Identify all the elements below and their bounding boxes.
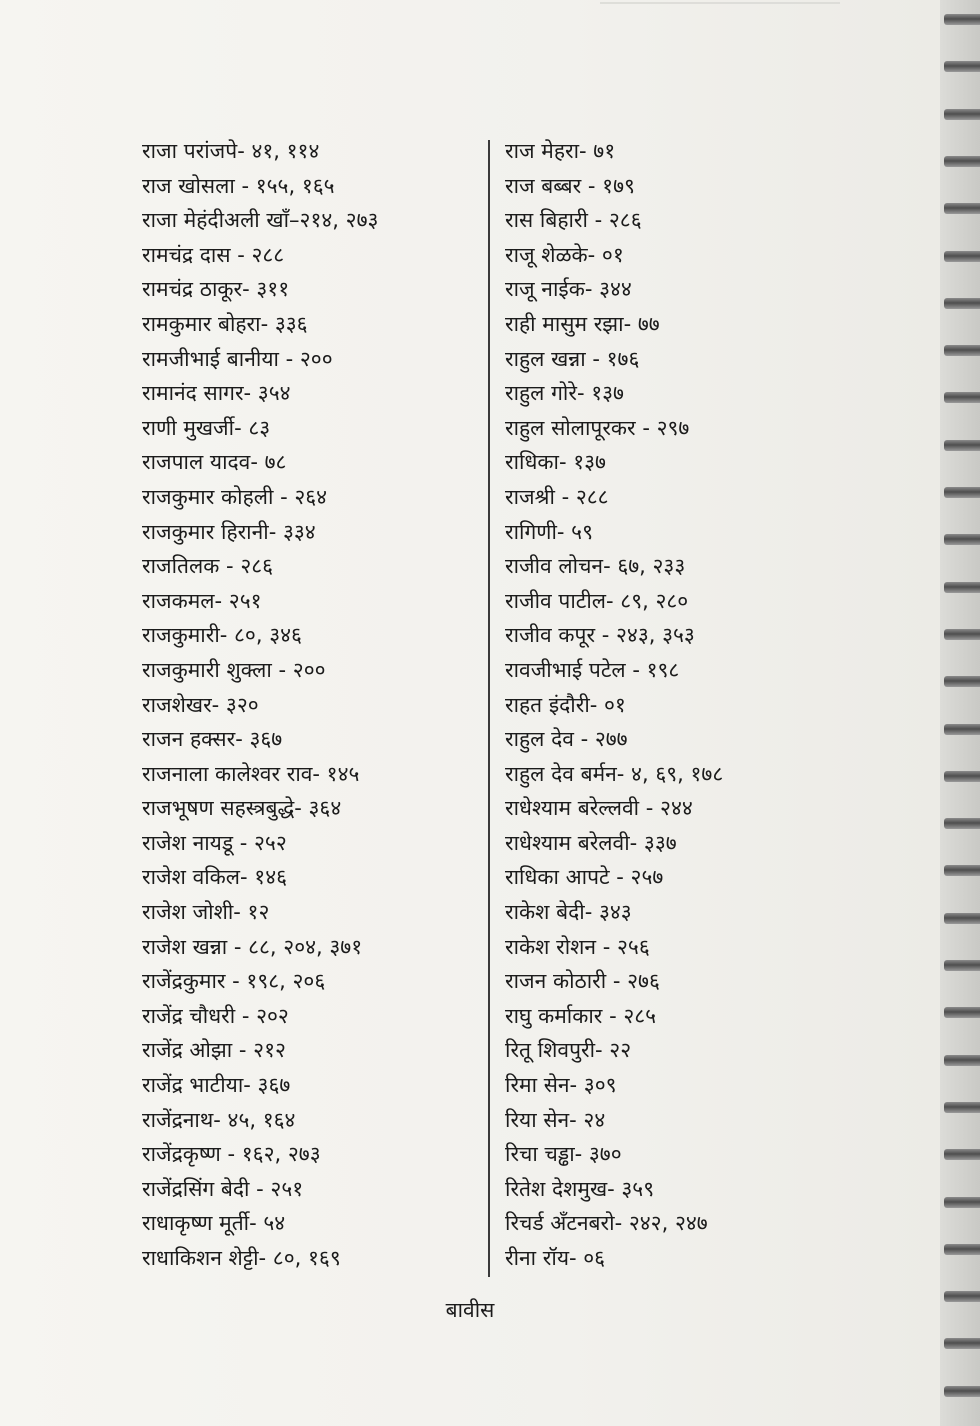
index-entry: राजेश वकिल- १४६ bbox=[142, 865, 288, 890]
index-entry: राकेश रोशन - २५६ bbox=[505, 934, 650, 959]
binding-coil bbox=[944, 1102, 980, 1113]
index-entry: राधाकिशन शेट्टी- ८०, १६९ bbox=[142, 1246, 341, 1270]
index-entry: राजीव कपूर - २४३, ३५३ bbox=[505, 623, 695, 648]
index-entry: राजपाल यादव- ७८ bbox=[142, 450, 287, 475]
index-entry: रितेश देशमुख- ३५९ bbox=[505, 1176, 655, 1201]
index-entry: राज बब्बर - १७९ bbox=[505, 173, 635, 198]
index-entry: रामानंद सागर- ३५४ bbox=[142, 381, 291, 406]
binding-coil bbox=[944, 1149, 980, 1160]
binding-coil bbox=[944, 345, 980, 356]
index-entry: राधेश्याम बरेलवी- ३३७ bbox=[505, 830, 677, 855]
index-entry: राजन कोठारी - २७६ bbox=[505, 969, 660, 994]
index-entry: राज मेहरा- ७१ bbox=[505, 139, 616, 163]
index-entry: राजकुमारी- ८०, ३४६ bbox=[142, 623, 302, 648]
spiral-binding bbox=[940, 0, 980, 1426]
binding-coil bbox=[944, 1055, 980, 1066]
index-entry: रामजीभाई बानीया - २०० bbox=[142, 346, 333, 371]
index-entry: राजीव पाटील- ८९, २८० bbox=[505, 588, 689, 613]
index-entry: रिया सेन- २४ bbox=[505, 1107, 606, 1132]
index-entry: राजकमल- २५१ bbox=[142, 588, 262, 613]
index-entry: राजेंद्रनाथ- ४५, १६४ bbox=[142, 1107, 296, 1132]
binding-coil bbox=[944, 487, 980, 498]
binding-coil bbox=[944, 1291, 980, 1302]
binding-coil bbox=[944, 676, 980, 687]
binding-coil bbox=[944, 960, 980, 971]
index-entry: राहुल देव बर्मन- ४, ६९, १७८ bbox=[505, 761, 724, 786]
index-entry: राजीव लोचन- ६७, २३३ bbox=[505, 554, 686, 579]
index-entry: राहुल देव - २७७ bbox=[505, 727, 628, 752]
binding-coil bbox=[944, 1386, 980, 1397]
binding-coil bbox=[944, 818, 980, 829]
index-entry: राजकुमारी शुक्ला - २०० bbox=[142, 657, 326, 682]
binding-coil bbox=[944, 865, 980, 876]
index-entry: राज खोसला - १५५, १६५ bbox=[142, 173, 335, 198]
index-entry: रिचर्ड अँटनबरो- २४२, २४७ bbox=[505, 1211, 708, 1236]
binding-coil bbox=[944, 298, 980, 309]
index-entry: राजेश नायडू - २५२ bbox=[142, 830, 287, 855]
binding-coil bbox=[944, 109, 980, 120]
index-entry: रामकुमार बोहरा- ३३६ bbox=[142, 311, 308, 336]
index-entry: रास बिहारी - २८६ bbox=[505, 208, 642, 233]
index-entry: रिमा सेन- ३०९ bbox=[505, 1073, 617, 1098]
index-entry: राजेंद्रकृष्ण - १६२, २७३ bbox=[142, 1142, 321, 1167]
index-entry: राजेंद्र चौधरी - २०२ bbox=[142, 1003, 289, 1028]
index-entry: राजनाला कालेश्वर राव- १४५ bbox=[142, 761, 360, 786]
index-entry: राजू नाईक- ३४४ bbox=[505, 277, 632, 302]
index-entry: राजेंद्र ओझा - २१२ bbox=[142, 1038, 286, 1063]
binding-coil bbox=[944, 582, 980, 593]
index-entry: राधिका- १३७ bbox=[505, 450, 606, 475]
index-column-left bbox=[142, 134, 482, 1276]
binding-coil bbox=[944, 392, 980, 403]
index-entry: राकेश बेदी- ३४३ bbox=[505, 900, 632, 925]
index-entry: राजशेखर- ३२० bbox=[142, 692, 259, 717]
binding-coil bbox=[944, 203, 980, 214]
index-entry: राघु कर्माकार - २८५ bbox=[505, 1003, 657, 1028]
index-entry: रितू शिवपुरी- २२ bbox=[505, 1038, 632, 1063]
index-entry: राहत इंदौरी- ०१ bbox=[505, 692, 626, 717]
binding-coil bbox=[944, 14, 980, 25]
index-entry: राजेंद्रकुमार - १९८, २०६ bbox=[142, 969, 326, 994]
column-divider bbox=[488, 140, 490, 1277]
index-entry: राजतिलक - २८६ bbox=[142, 554, 274, 579]
index-entry: राणी मुखर्जी- ८३ bbox=[142, 415, 271, 440]
index-entry: राजेंद्रसिंग बेदी - २५१ bbox=[142, 1176, 304, 1201]
binding-coil bbox=[944, 251, 980, 262]
index-entry: राहुल सोलापूरकर - २९७ bbox=[505, 415, 690, 440]
binding-coil bbox=[944, 913, 980, 924]
binding-coil bbox=[944, 1197, 980, 1208]
index-entry: राजेश खन्ना - ८८, २०४, ३७१ bbox=[142, 934, 363, 959]
index-entry: राजभूषण सहस्त्रबुद्धे- ३६४ bbox=[142, 796, 342, 821]
binding-coil bbox=[944, 1007, 980, 1018]
binding-coil bbox=[944, 534, 980, 545]
index-entry: राजश्री - २८८ bbox=[505, 484, 609, 509]
index-entry: राजू शेळके- ०१ bbox=[505, 242, 624, 267]
binding-coil bbox=[944, 724, 980, 735]
index-entry: राहुल गोरे- १३७ bbox=[505, 381, 624, 406]
bleed-through-mark bbox=[600, 2, 840, 12]
index-entry: राहुल खन्ना - १७६ bbox=[505, 346, 640, 371]
binding-coil bbox=[944, 629, 980, 640]
page-number: बावीस bbox=[445, 1298, 495, 1322]
binding-coil bbox=[944, 1338, 980, 1349]
index-entry: रीना रॉय- ०६ bbox=[505, 1246, 606, 1270]
index-entry: राजकुमार कोहली - २६४ bbox=[142, 484, 328, 509]
index-entry: रागिणी- ५९ bbox=[505, 519, 594, 544]
index-entry: राजा परांजपे- ४१, ११४ bbox=[142, 139, 320, 163]
binding-coil bbox=[944, 440, 980, 451]
index-entry: राधिका आपटे - २५७ bbox=[505, 865, 664, 890]
index-entry: राजा मेहंदीअली खाँ–२१४, २७३ bbox=[142, 208, 379, 233]
index-entry: राधेश्याम बरेल्लवी - २४४ bbox=[505, 796, 693, 821]
index-entry: राजेंद्र भाटीया- ३६७ bbox=[142, 1073, 291, 1098]
binding-coil bbox=[944, 156, 980, 167]
index-entry: रामचंद्र ठाकूर- ३११ bbox=[142, 277, 290, 302]
index-entry: राधाकृष्ण मूर्ती- ५४ bbox=[142, 1211, 286, 1236]
index-entry: रिचा चड्ढा- ३७० bbox=[505, 1142, 622, 1167]
index-entry: रामचंद्र दास - २८८ bbox=[142, 242, 285, 267]
index-entry: राही मासुम रझा- ७७ bbox=[505, 311, 660, 336]
index-entry: राजकुमार हिरानी- ३३४ bbox=[142, 519, 316, 544]
index-entry: राजेश जोशी- १२ bbox=[142, 900, 270, 925]
index-entry: रावजीभाई पटेल - १९८ bbox=[505, 657, 680, 682]
index-column-right bbox=[505, 134, 885, 1276]
binding-coil bbox=[944, 61, 980, 72]
binding-coil bbox=[944, 1244, 980, 1255]
index-entry: राजन हक्सर- ३६७ bbox=[142, 727, 283, 752]
binding-coil bbox=[944, 771, 980, 782]
